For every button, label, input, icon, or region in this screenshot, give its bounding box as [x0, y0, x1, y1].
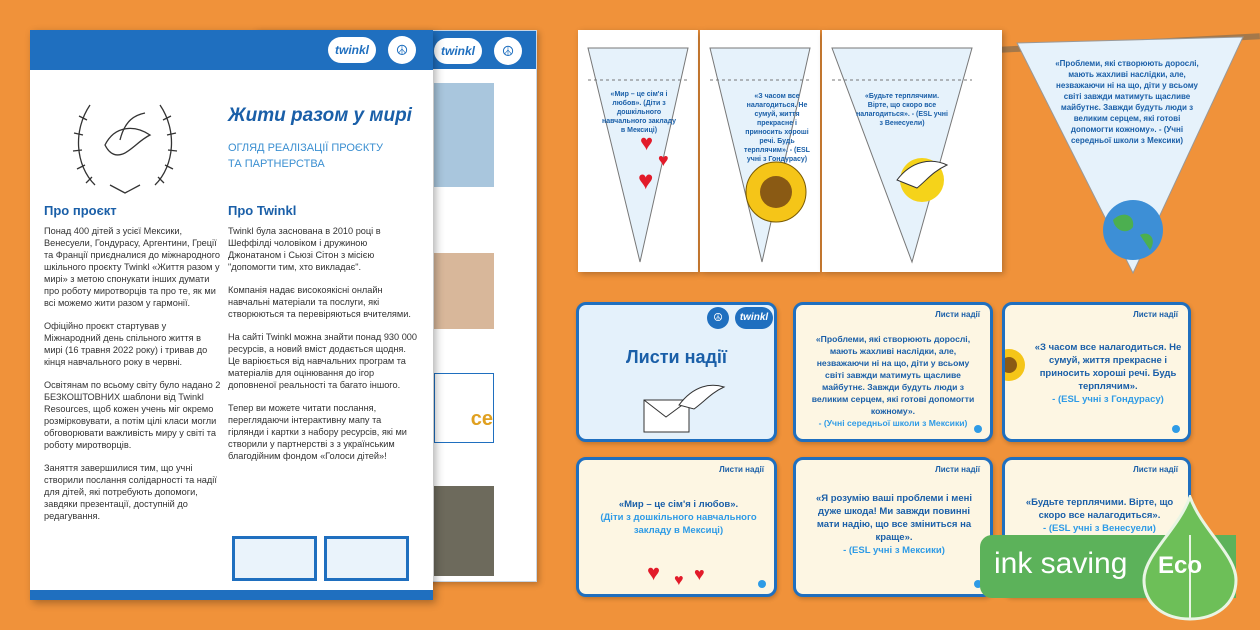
about-project-heading: Про проєкт: [44, 203, 117, 218]
badge-text: ink saving: [994, 547, 1128, 580]
bunting-thumbnail[interactable]: [232, 536, 317, 581]
hanging-pennant-quote: «Проблеми, які створюють дорослі, мають жахливі наслідки, але, незважаючи ні на що, діти у всьому світі завжди матимуть щасливе майбутнє. Завжди будуть люди з великим серцем, які готові допомогти кожному». - (Учні середньої школи з Мексики): [1055, 59, 1199, 145]
paragraph: Освітянам по всьому світу було надано 2 БЕЗКОШТОВНИХ шаблони від Twinkl Resources, щоб кожен учень міг окремо розмірковувати, а потім цілі класи могли обговорювати важливість миру у світі та роботу миротворців.: [44, 380, 221, 450]
front-page-footer: [30, 590, 433, 600]
sunflower-icon: [1002, 335, 1027, 395]
card-title: Листи надії: [626, 347, 727, 367]
quote-author: - (ESL учні з Гондурасу): [1052, 394, 1164, 405]
about-twinkl-heading: Про Twinkl: [228, 203, 297, 218]
pennant-shape: [822, 30, 1002, 272]
twinkl-logo: twinkl: [434, 38, 482, 64]
card-label: Листи надії: [935, 465, 980, 474]
card-label: Листи надії: [935, 310, 980, 319]
letter-card: [793, 302, 993, 442]
pennant-shape: [578, 30, 698, 272]
world-map-image: [434, 83, 494, 187]
quote-text: «Я розумію ваші проблеми і мені дуже шкода! Ми завжди повинні мати надію, що все зміниться на краще».: [815, 493, 972, 543]
quote-text: «З часом все налагодиться. Не сумуй, життя прекрасне і приносить хороші речі. Будь терплячим».: [1034, 342, 1182, 392]
paragraph: Компанія надає високоякісні онлайн навчальні матеріали та послуги, які створюються та перевіряються вчителями.: [228, 285, 411, 319]
paragraph: Тепер ви можете читати послання, переглядаючи інтерактивну мапу та гірлянди і картки з набору ресурсів, які ми створили у партнерстві з з українським благодійним фондом «Голоси дітей»!: [228, 403, 407, 461]
quote-author: - (ESL учні з Мексики): [843, 545, 945, 556]
card-quote: [808, 333, 978, 429]
paragraph: Офіційно проєкт стартував у Міжнародний день спільного життя в мирі (16 травня 2022 року) і тривав до кінця навчального року в червні.: [44, 321, 208, 367]
letter-card: [576, 457, 777, 597]
heart-icon: ♥: [694, 564, 705, 584]
bunting-sheet-1: [578, 30, 698, 272]
quote-text: «Будьте терплячими. Вірте, що скоро все налагодиться».: [1025, 497, 1174, 521]
quote-author: (Діти з дошкільного навчального закладу в Мексиці): [600, 512, 757, 536]
paragraph: Заняття завершилися тим, що учні створили послання солідарності та надії для дітей, які потребують допомоги, завдяки презентації, доступній до редагування.: [44, 463, 217, 521]
card-quote: [1033, 341, 1183, 406]
dove-wreath-icon: [65, 85, 185, 200]
quote-text: «Проблеми, які створюють дорослі, мають жахливі наслідки, але, незважаючи ні на що, діти у всьому світі завжди матимуть щасливе майбутнє. Завжди будуть люди з великим серцем, які готові допомогти кожному».: [811, 334, 975, 416]
photo-image: [434, 253, 494, 329]
twinkl-logo: twinkl: [735, 307, 773, 329]
pennant-quote: «Будьте терплячими. Вірте, що скоро все налагодиться». - (ESL учні з Венесуели): [856, 93, 948, 127]
card-label: Листи надії: [719, 465, 764, 474]
quote-author: - (Учні середньої школи з Мексики): [818, 418, 968, 428]
bunting-sheet-2: [700, 30, 820, 272]
quote-text: «Мир – це сім'я і любов».: [618, 499, 739, 510]
peace-poster-image: ce: [434, 373, 494, 443]
pennant-quote: «Мир – це сім'я і любов». (Діти з дошкільного навчального закладу в Мексиці): [601, 91, 677, 134]
card-quote: [591, 498, 766, 537]
bunting-sheet-3: [822, 30, 1002, 272]
card-quote: [814, 492, 974, 557]
twinkl-mark-icon: [974, 425, 982, 433]
title-card: [576, 302, 777, 442]
card-label: Листи надії: [1133, 465, 1178, 474]
classroom-photo: [434, 486, 494, 576]
pennant-quote: «З часом все налагодиться. Не сумуй, життя прекрасне і приносить хороші речі. Будь терплячим». - (ESL учні з Гондурасу): [744, 93, 810, 163]
sunflower-icon: [746, 162, 806, 222]
document-front-page: [30, 30, 433, 600]
letter-card: [1002, 302, 1191, 442]
heart-icon: ♥: [638, 165, 654, 195]
quote-author: - (ESL учні з Венесуели): [1043, 523, 1156, 534]
twinkl-logo: twinkl: [328, 37, 376, 63]
paragraph: На сайті Twinkl можна знайти понад 930 000 ресурсів, а новий вміст додається щодня. Це варіюється від навчальних програм та матеріалів для оцінювання до ігор доповненої реальності та багато іншого.: [228, 332, 418, 390]
heart-icon: ♥: [674, 572, 684, 589]
card-label: Листи надії: [1133, 310, 1178, 319]
about-twinkl-text: [228, 225, 418, 473]
page-subtitle: ОГЛЯД РЕАЛІЗАЦІЇ ПРОЄКТУ ТА ПАРТНЕРСТВА: [228, 142, 383, 170]
heart-icon: ♥: [658, 150, 669, 170]
front-page-header: [30, 30, 433, 70]
twinkl-mark-icon: [758, 580, 766, 588]
letter-card: [793, 457, 993, 597]
paragraph: Понад 400 дітей з усієї Мексики, Венесуели, Гондурасу, Аргентини, Греції та Франції приєдналися до міжнародного шкільного проєкту Twinkl «Життя разом у мирі» з метою спонукати інших думати про роботу миротворців та про те, як ми всі можемо жити разом у гармонії.: [44, 226, 221, 308]
peace-logo-icon: ☮: [707, 307, 729, 329]
resource-thumbnails: [232, 536, 412, 581]
about-project-text: [44, 225, 222, 533]
earth-icon: [1103, 200, 1163, 260]
peace-logo-icon: ☮: [494, 37, 522, 65]
paragraph: Twinkl була заснована в 2010 році в Шеффілді чоловіком і дружиною Джонатаном і Сьюзі Сітон з місією "допомогти тим, хто викладає".: [228, 226, 381, 272]
eco-label: Eco: [1158, 552, 1203, 579]
heart-icon: ♥: [640, 130, 654, 155]
twinkl-mark-icon: [1172, 425, 1180, 433]
page-title: Жити разом у мирі: [228, 105, 412, 126]
envelope-dove-icon: [639, 375, 729, 437]
heart-icon: ♥: [647, 560, 661, 585]
peace-logo-icon: ☮: [388, 36, 416, 64]
cards-thumbnail[interactable]: [324, 536, 409, 581]
